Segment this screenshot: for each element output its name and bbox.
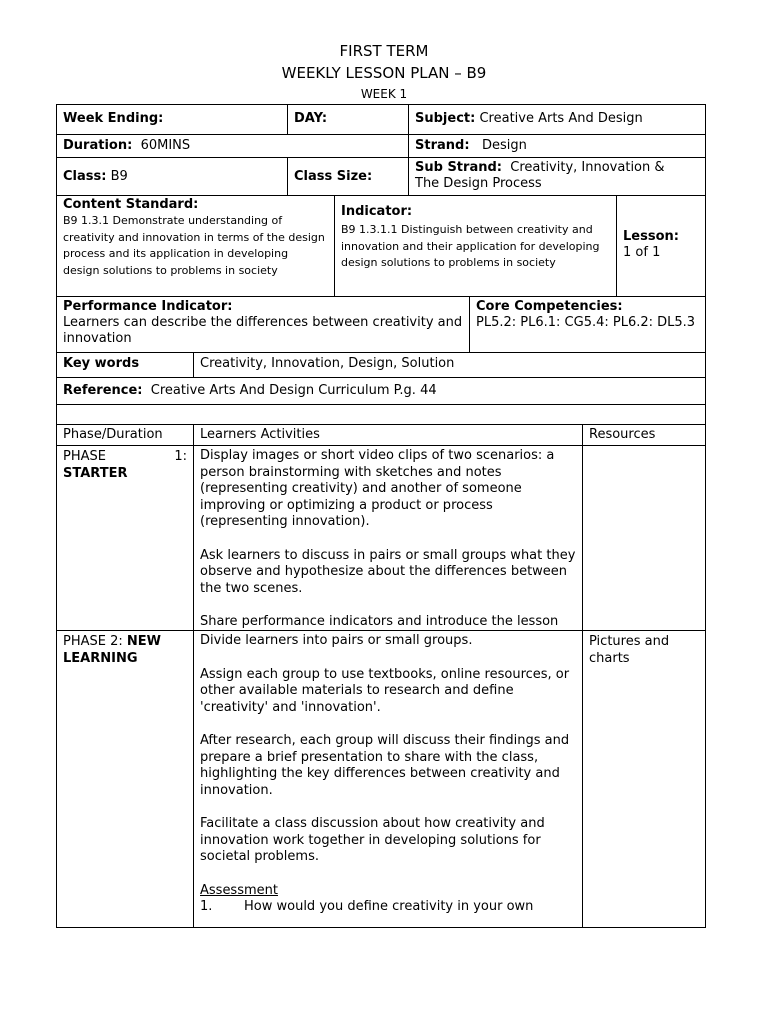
content-standard-cell (57, 196, 334, 296)
keywords-value-cell (193, 353, 705, 377)
question-number: 1. (200, 899, 213, 914)
duration-label: Duration: (63, 138, 133, 153)
indicator-cell (334, 196, 616, 296)
learners-activities-header: Learners Activities (193, 425, 582, 445)
row-phase-starter (57, 446, 705, 631)
starter-activity-3: Share performance indicators and introduce the lesson (200, 614, 559, 629)
keywords-label: Key words (63, 356, 140, 371)
phase1-label: PHASE (63, 449, 106, 464)
resources-header: Resources (582, 425, 705, 445)
row-keywords (57, 353, 705, 378)
reference-value: Creative Arts And Design Curriculum P.g. 44 (150, 383, 437, 398)
phase1-number: 1: (174, 449, 187, 464)
phase-new-learning-resources: Pictures and charts (582, 631, 705, 927)
new-learning-activity-4: Facilitate a class discussion about how creativity and innovation work together in developing solutions for societal problems. (200, 816, 545, 864)
class-size-cell (287, 158, 408, 195)
content-standard-text: B9 1.3.1 Demonstrate understanding of creativity and innovation in terms of the design process and its application in developing design solutions to problems in society (63, 214, 325, 277)
sub-strand-label: Sub Strand: (415, 160, 502, 175)
week-ending-label: Week Ending: (63, 111, 164, 126)
row-phase-new-learning (57, 631, 705, 927)
strand-label: Strand: (415, 138, 470, 153)
lesson-cell (616, 196, 705, 296)
row-empty (57, 405, 705, 425)
row-duration (57, 135, 705, 158)
keywords-label-cell (57, 353, 193, 377)
class-value: B9 (110, 169, 128, 184)
sub-strand-value-line1: Creativity, Innovation & (510, 160, 665, 175)
class-cell (57, 158, 287, 195)
strand-cell (408, 135, 705, 157)
day-label: DAY: (294, 111, 328, 126)
indicator-label (341, 204, 610, 220)
class-size-label: Class Size: (294, 169, 373, 184)
row-reference (57, 378, 705, 405)
phase-new-learning-activities (193, 631, 582, 927)
document-term-title: FIRST TERM (339, 42, 429, 60)
core-competencies-cell (469, 297, 705, 352)
duration-value: 60MINS (140, 138, 191, 153)
new-learning-activity-2: Assign each group to use textbooks, online resources, or other available materials to research and define 'creativity' and 'innovation'. (200, 666, 570, 715)
keywords-value: Creativity, Innovation, Design, Solution (200, 356, 455, 371)
row-performance (57, 297, 705, 353)
performance-indicator-cell (57, 297, 469, 352)
day-cell (287, 105, 408, 134)
new-learning-activity-3: After research, each group will discuss their findings and prepare a brief presentation to share with the class, highlighting the key differences between creativity and innovation. (200, 733, 570, 798)
row-class (57, 158, 705, 196)
class-label: Class: (63, 169, 107, 184)
performance-indicator-text: Learners can describe the differences between creativity and innovation (63, 315, 463, 346)
phase-starter-resources (582, 446, 705, 630)
assessment-heading: Assessment (200, 882, 278, 898)
phase1-name: STARTER (63, 466, 128, 481)
phase-starter-activities (193, 446, 582, 630)
reference-label: Reference: (63, 383, 143, 398)
phase-duration-header: Phase/Duration (63, 427, 163, 442)
subject-cell (408, 105, 705, 134)
subject-value: Creative Arts And Design (479, 111, 643, 126)
row-standard (57, 196, 705, 297)
core-competencies-label: Core Competencies: (476, 299, 623, 314)
assessment-question-1 (200, 899, 576, 916)
core-competencies-text: PL5.2: PL6.1: CG5.4: PL6.2: DL5.3 (476, 315, 696, 330)
lesson-plan-title: WEEKLY LESSON PLAN – B9 (281, 64, 487, 82)
row-column-headers (57, 425, 705, 446)
week-ending-cell (57, 105, 287, 134)
sub-strand-value-line2: The Design Process (415, 176, 542, 191)
reference-cell (57, 378, 705, 404)
subject-label: Subject: (415, 111, 476, 126)
starter-activity-2: Ask learners to discuss in pairs or small groups what they observe and hypothesize about the differences between the two scenes. (200, 547, 576, 596)
phase2-name-part2: LEARNING (63, 651, 138, 666)
indicator-label-text: Indicator: (341, 204, 413, 219)
phase2-name-part1: NEW (126, 634, 162, 649)
performance-indicator-label: Performance Indicator: (63, 299, 233, 314)
lesson-label: Lesson: (623, 229, 679, 244)
lesson-plan-table (56, 104, 706, 928)
strand-value: Design (481, 138, 527, 153)
phase-starter-label-cell (57, 446, 193, 630)
row-week-ending (57, 105, 705, 135)
starter-activity-1: Display images or short video clips of two scenarios: a person brainstorming with sketches and notes (representing creativity) and another of someone improving or optimizing a product or process (representing innovation). (200, 448, 555, 529)
indicator-text: B9 1.3.1.1 Distinguish between creativity and innovation and their application for developing design solutions to problems in society (341, 223, 600, 269)
phase-new-learning-label-cell (57, 631, 193, 927)
new-learning-activity-1: Divide learners into pairs or small groups. (200, 633, 473, 648)
duration-cell (57, 135, 408, 157)
week-label: WEEK 1 (360, 87, 408, 101)
lesson-value: 1 of 1 (623, 245, 661, 260)
content-standard-label: Content Standard: (63, 197, 199, 212)
question-text: How would you define creativity in your own (244, 899, 534, 914)
phase2-label: PHASE 2: (63, 634, 123, 649)
sub-strand-cell (408, 158, 705, 195)
